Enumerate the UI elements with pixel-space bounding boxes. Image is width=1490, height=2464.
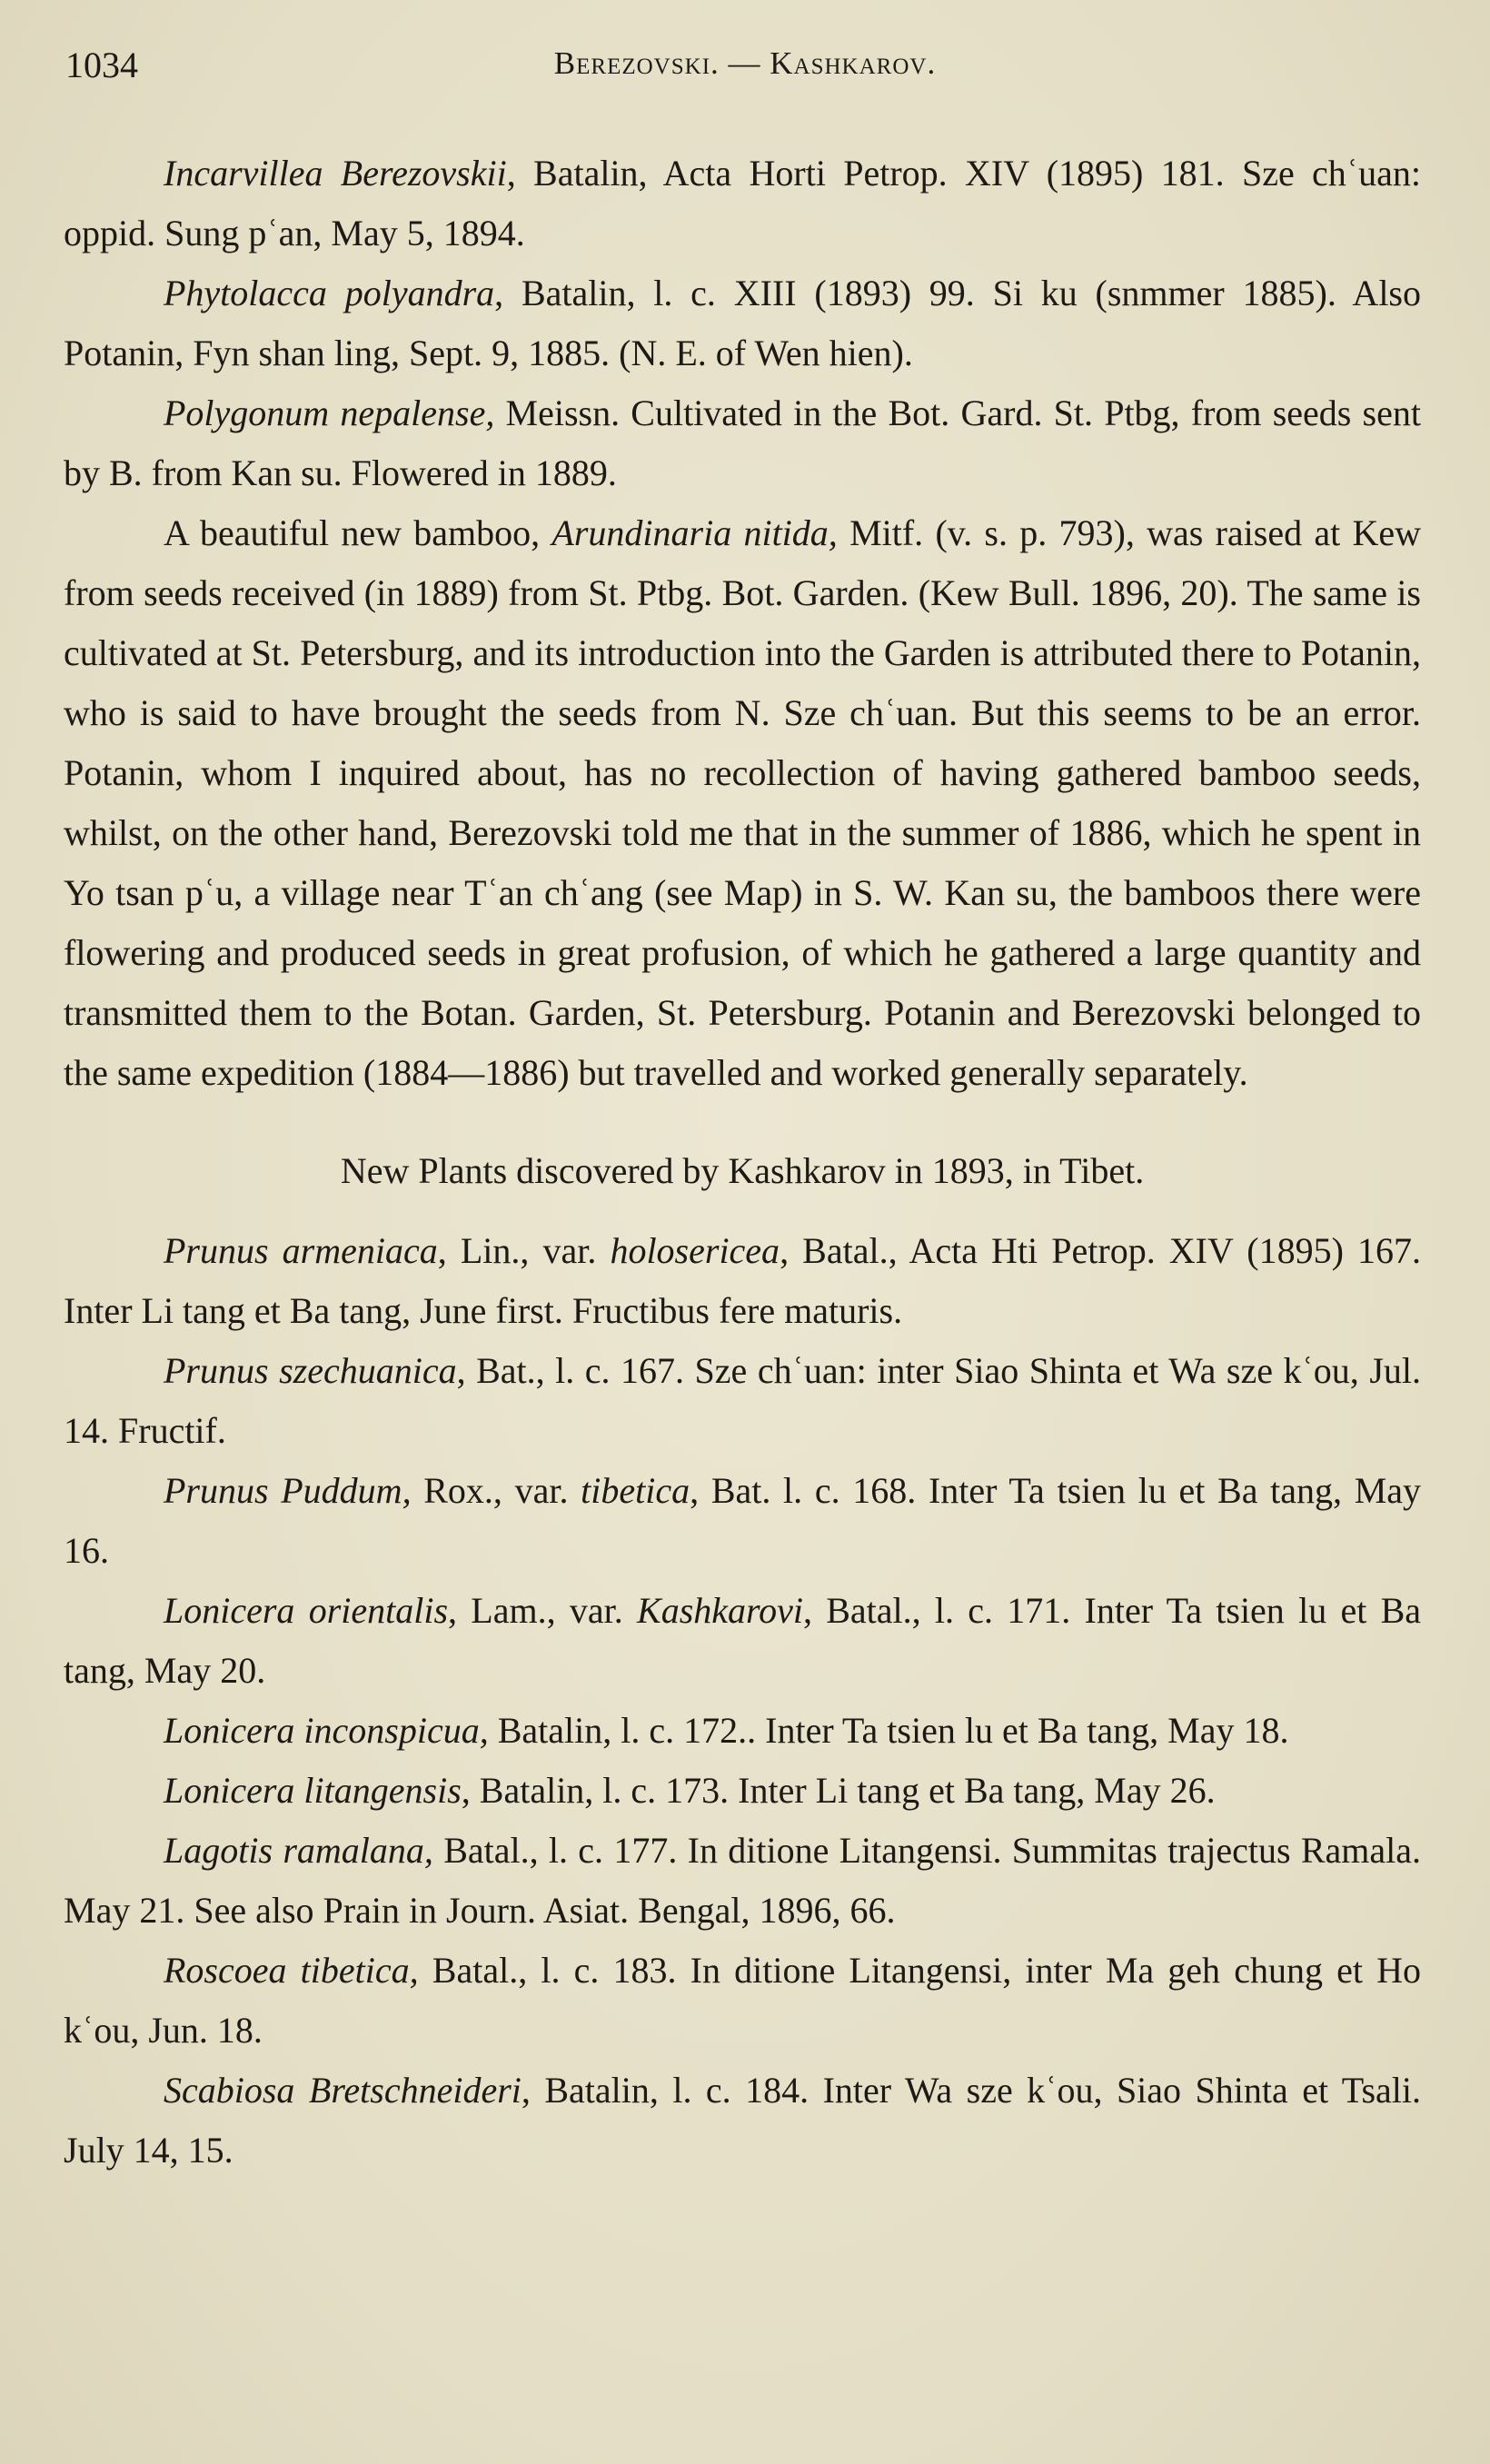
taxon-name: Lonicera inconspicua,: [164, 1710, 489, 1751]
paragraph-text-after: Mitf. (v. s. p. 793), was raised at Kew from seeds received (in 1889) from St. Ptbg. Bot. Garden. (Kew Bull. 1896, 20). The same is cultivated at St. Petersburg, and its introduction into the Garden is attributed there to Potanin, who is said to have brought the seeds from N. Sze chʿuan. But this seems to be an error. Potanin, whom I inquired about, has no recollection of having gathered bamboo seeds, whilst, on the other hand, Berezovski told me that in the summer of 1886, which he spent in Yo tsan pʿu, a village near Tʿan chʿang (see Map) in S. W. Kan su, the bamboos there were flowering and produced seeds in great profusion, of which he gathered a large quantity and transmitted them to the Botan. Garden, St. Petersburg. Potanin and Berezovski belonged to the same expedition (1884—1886) but travelled and worked generally separately.: [64, 512, 1421, 1093]
paragraph-polygonum: [64, 383, 1421, 503]
entry-text: , Bat. l. c. 168. Inter Ta tsien lu et Ba tang, May 16.: [64, 1470, 1422, 1571]
entry-lonicera-orientalis: [64, 1581, 1421, 1701]
entry-text: Batal., l. c. 183. In ditione Litangensi, inter Ma geh chung et Ho kʿou, Jun. 18.: [64, 1950, 1421, 2051]
entry-prunus-armeniaca: [64, 1221, 1421, 1341]
entry-roscoea-tibetica: [64, 1941, 1421, 2061]
variety-name: Kashkarovi: [637, 1590, 803, 1631]
entry-text: , Bat., l. c. 167. Sze chʿuan: inter Siao Shinta et Wa sze kʿou, Jul. 14. Fructif.: [64, 1350, 1421, 1451]
paragraph-text: , Batalin, l. c. XIII (1893) 99. Si ku (snmmer 1885). Also Potanin, Fyn shan ling, Sept. 9, 1885. (N. E. of Wen hien).: [64, 273, 1422, 373]
taxon-name: Polygonum nepalense,: [164, 392, 495, 433]
entry-text: Batalin, l. c. 172.. Inter Ta tsien lu et Ba tang, May 18.: [488, 1710, 1289, 1751]
taxon-name: Lonicera litangensis: [164, 1770, 462, 1811]
taxon-name: Lonicera orientalis: [164, 1590, 449, 1631]
variety-name: tibetica: [581, 1470, 690, 1511]
paragraph-text: Meissn. Cultivated in the Bot. Gard. St. Ptbg, from seeds sent by B. from Kan su. Flowered in 1889.: [64, 392, 1421, 493]
page-header: [0, 44, 1490, 107]
entry-lonicera-inconspicua: [64, 1701, 1421, 1761]
taxon-name: Roscoea tibetica,: [164, 1950, 419, 1991]
entry-text: , Batal., Acta Hti Petrop. XIV (1895) 167. Inter Li tang et Ba tang, June first. Fructibus fere maturis.: [64, 1230, 1421, 1331]
entry-mid-text: , Lam., var.: [448, 1590, 638, 1631]
taxon-name: Prunus armeniaca: [164, 1230, 438, 1271]
section-heading: New Plants discovered by Kashkarov in 1893, in Tibet.: [340, 1150, 1145, 1191]
taxon-name: Lagotis ramalana,: [164, 1830, 433, 1871]
body-text: [64, 144, 1421, 2181]
entry-text: Batal., l. c. 177. In ditione Litangensi. Summitas trajectus Ramala. May 21. See also Prain in Journ. Asiat. Bengal, 1896, 66.: [64, 1830, 1422, 1931]
taxon-name: Phytolacca polyandra: [164, 273, 495, 313]
entry-lonicera-litangensis: [64, 1761, 1421, 1821]
variety-name: holosericea: [610, 1230, 780, 1271]
taxon-name: Scabiosa Bretschneideri: [164, 2070, 522, 2111]
page-number: 1034: [65, 45, 138, 85]
taxon-name: Prunus szechuanica: [164, 1350, 457, 1391]
taxon-name: Incarvillea Berezovskii: [164, 153, 507, 194]
entry-prunus-puddum: [64, 1461, 1421, 1581]
paragraph-incarvillea: [64, 144, 1421, 263]
entry-text: , Batal., l. c. 171. Inter Ta tsien lu et Ba tang, May 20.: [64, 1590, 1422, 1691]
entry-text: , Batalin, l. c. 184. Inter Wa sze kʿou, Siao Shinta et Tsali. July 14, 15.: [64, 2070, 1421, 2171]
taxon-name: Arundinaria nitida,: [551, 512, 838, 553]
entry-prunus-szechuanica: [64, 1341, 1421, 1461]
paragraph-text-before: A beautiful new bamboo,: [164, 512, 552, 553]
paragraph-bamboo: [64, 503, 1421, 1103]
entry-mid-text: Rox., var.: [411, 1470, 581, 1511]
entry-scabiosa-bretschneideri: [64, 2061, 1421, 2181]
paragraph-phytolacca: [64, 263, 1421, 383]
taxon-name: Prunus Puddum,: [164, 1470, 412, 1511]
paragraph-text: , Batalin, Acta Horti Petrop. XIV (1895) 181. Sze chʿuan: oppid. Sung pʿan, May 5, 1894.: [64, 153, 1421, 253]
entry-lagotis-ramalana: [64, 1821, 1421, 1941]
entry-mid-text: , Lin., var.: [437, 1230, 611, 1271]
entry-text: , Batalin, l. c. 173. Inter Li tang et Ba tang, May 26.: [461, 1770, 1216, 1811]
running-head: Berezovski. — Kashkarov.: [553, 45, 937, 81]
